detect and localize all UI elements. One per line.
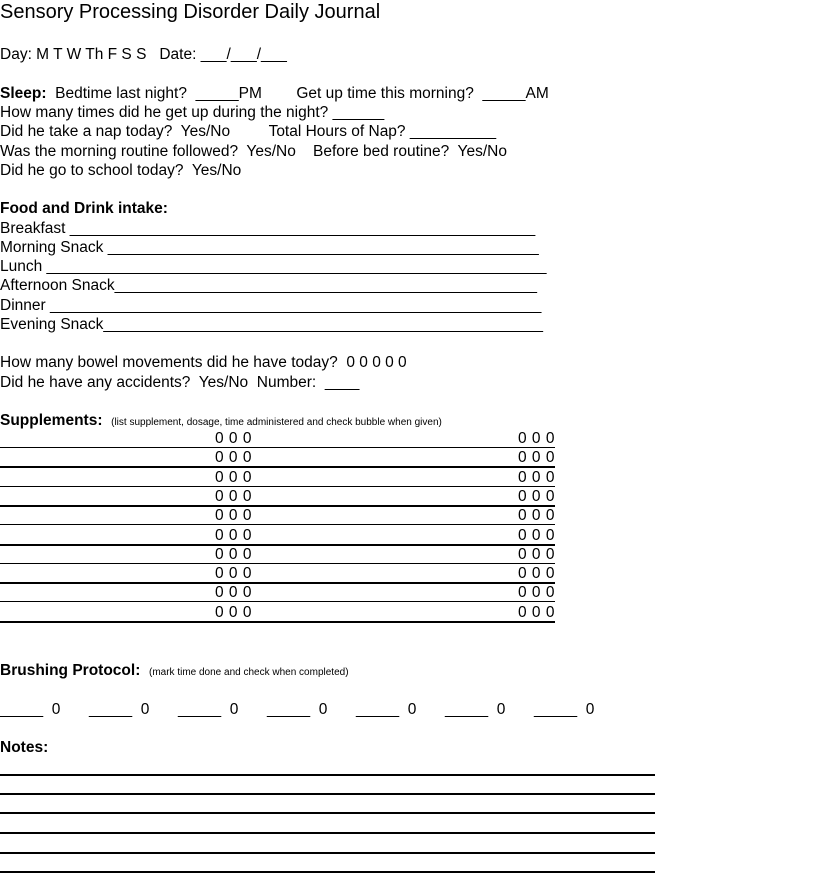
supplement-bubbles-right[interactable]: 0 0 0 bbox=[518, 603, 555, 621]
supplement-bubbles-left[interactable]: 0 0 0 bbox=[215, 584, 252, 602]
food-item-breakfast: Breakfast ______________________________________________________ bbox=[0, 220, 536, 237]
supplement-bubbles-right[interactable]: 0 0 0 bbox=[518, 545, 555, 563]
supplement-line[interactable] bbox=[0, 486, 555, 487]
routine-question: Was the morning routine followed? Yes/No Before bed routine? Yes/No bbox=[0, 143, 507, 160]
brushing-heading: Brushing Protocol: bbox=[0, 662, 141, 679]
supplement-bubbles-right[interactable]: 0 0 0 bbox=[518, 565, 555, 583]
supplement-bubbles-left[interactable]: 0 0 0 bbox=[215, 526, 252, 544]
brushing-slot[interactable]: _____ 0 bbox=[356, 701, 417, 718]
brushing-slot[interactable]: _____ 0 bbox=[178, 701, 239, 718]
brushing-header bbox=[0, 662, 349, 682]
food-item-lunch: Lunch __________________________________________________________ bbox=[0, 258, 547, 275]
supplement-bubbles-left[interactable]: 0 0 0 bbox=[215, 565, 252, 583]
notes-heading: Notes: bbox=[0, 739, 49, 756]
sleep-line-1 bbox=[0, 85, 549, 103]
accidents-question: Did he have any accidents? Yes/No Number: ____ bbox=[0, 374, 360, 391]
supplement-bubbles-right[interactable]: 0 0 0 bbox=[518, 507, 555, 525]
supplement-bubbles-right[interactable]: 0 0 0 bbox=[518, 526, 555, 544]
supplement-bubbles-left[interactable]: 0 0 0 bbox=[215, 468, 252, 486]
brushing-slot[interactable]: _____ 0 bbox=[0, 701, 61, 718]
supplement-line[interactable] bbox=[0, 447, 555, 448]
supplements-note: (list supplement, dosage, time administered and check bubble when given) bbox=[111, 417, 442, 428]
brushing-slot[interactable]: _____ 0 bbox=[534, 701, 595, 718]
food-item-evening-snack: Evening Snack___________________________________________________ bbox=[0, 316, 544, 333]
nap-question: Did he take a nap today? Yes/No Total Hours of Nap? __________ bbox=[0, 123, 497, 140]
notes-line[interactable] bbox=[0, 774, 655, 776]
brushing-slot[interactable]: _____ 0 bbox=[445, 701, 506, 718]
supplement-bubbles-left[interactable]: 0 0 0 bbox=[215, 430, 252, 447]
sleep-heading: Sleep: bbox=[0, 85, 47, 102]
supplement-line[interactable] bbox=[0, 582, 555, 584]
food-item-dinner: Dinner _________________________________________________________ bbox=[0, 297, 542, 314]
supplement-line[interactable] bbox=[0, 505, 555, 507]
supplement-bubbles-right[interactable]: 0 0 0 bbox=[518, 449, 555, 467]
bowel-question: How many bowel movements did he have today? 0 0 0 0 0 bbox=[0, 354, 407, 371]
supplement-bubbles-left[interactable]: 0 0 0 bbox=[215, 507, 252, 525]
supplement-line[interactable] bbox=[0, 544, 555, 546]
notes-line[interactable] bbox=[0, 852, 655, 854]
food-item-morning-snack: Morning Snack __________________________________________________ bbox=[0, 239, 539, 256]
supplement-bubbles-left[interactable]: 0 0 0 bbox=[215, 545, 252, 563]
supplement-bubbles-left[interactable]: 0 0 0 bbox=[215, 449, 252, 467]
day-date-line: Day: M T W Th F S S Date: ___/___/___ bbox=[0, 46, 287, 63]
notes-line[interactable] bbox=[0, 793, 655, 795]
supplement-bubbles-left[interactable]: 0 0 0 bbox=[215, 603, 252, 621]
brushing-slot[interactable]: _____ 0 bbox=[267, 701, 328, 718]
page-title: Sensory Processing Disorder Daily Journal bbox=[0, 1, 381, 23]
night-wakeups-question: How many times did he get up during the night? ______ bbox=[0, 104, 385, 121]
brushing-note: (mark time done and check when completed) bbox=[148, 667, 349, 678]
supplement-line[interactable] bbox=[0, 563, 555, 564]
supplements-heading: Supplements: bbox=[0, 412, 103, 429]
supplement-bubbles-right[interactable]: 0 0 0 bbox=[518, 487, 555, 505]
supplements-header bbox=[0, 412, 442, 432]
supplement-bubbles-left[interactable]: 0 0 0 bbox=[215, 487, 252, 505]
supplement-line[interactable] bbox=[0, 621, 555, 623]
brushing-slot[interactable]: _____ 0 bbox=[89, 701, 150, 718]
food-heading: Food and Drink intake: bbox=[0, 200, 168, 217]
notes-line[interactable] bbox=[0, 832, 655, 834]
school-question: Did he go to school today? Yes/No bbox=[0, 162, 242, 179]
supplement-line[interactable] bbox=[0, 466, 555, 468]
notes-line[interactable] bbox=[0, 812, 655, 814]
supplement-line[interactable] bbox=[0, 601, 555, 602]
supplement-line[interactable] bbox=[0, 524, 555, 525]
food-item-afternoon-snack: Afternoon Snack_________________________________________________ bbox=[0, 277, 537, 294]
supplement-bubbles-right[interactable]: 0 0 0 bbox=[518, 584, 555, 602]
supplement-bubbles-right[interactable]: 0 0 0 bbox=[518, 468, 555, 486]
supplement-bubbles-right[interactable]: 0 0 0 bbox=[518, 430, 555, 447]
bedtime-question: Bedtime last night? _____PM Get up time this morning? _____AM bbox=[46, 85, 549, 102]
